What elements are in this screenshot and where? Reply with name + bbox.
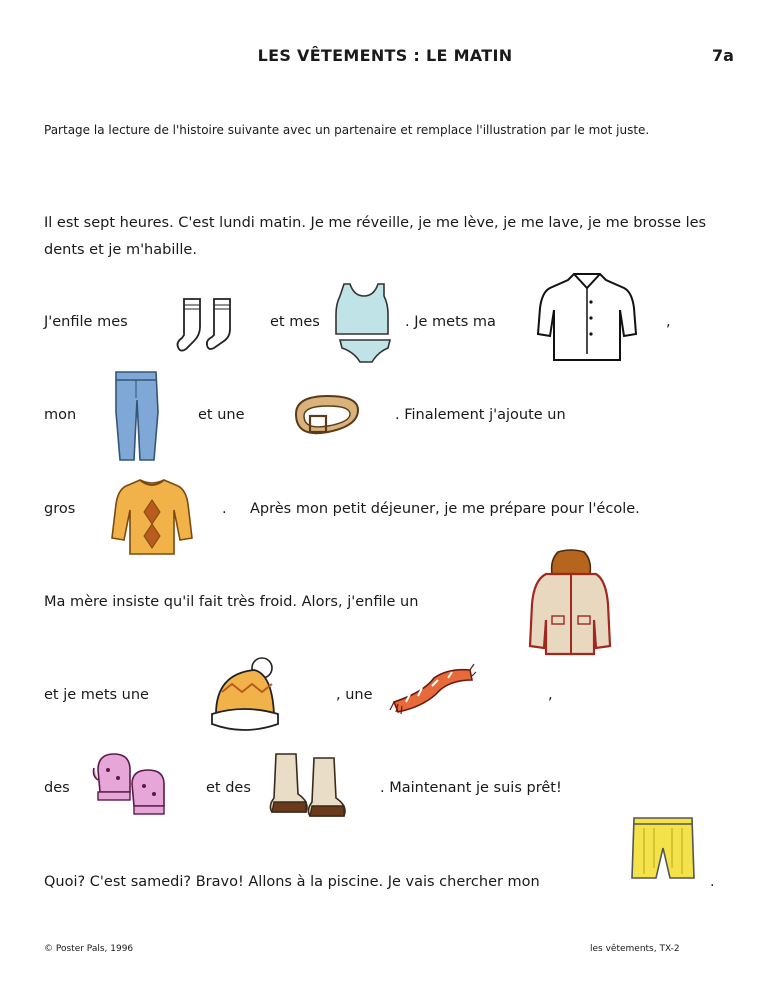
story-text: , une [336, 687, 373, 703]
story-text: Ma mère insiste qu'il fait très froid. Alors, j'enfile un [44, 594, 419, 610]
socks-icon [176, 295, 246, 353]
jeans-icon [110, 368, 162, 462]
scarf-icon [388, 662, 476, 724]
story-text: et des [206, 780, 251, 796]
story-text: . [710, 874, 715, 890]
story-text: et mes [270, 314, 320, 330]
story-text: et je mets une [44, 687, 149, 703]
footer-copyright: © Poster Pals, 1996 [44, 944, 134, 954]
sweater-icon [110, 476, 194, 560]
story-text: . [222, 501, 227, 517]
story-text: mon [44, 407, 77, 423]
belt-icon [290, 392, 362, 442]
story-text: . Maintenant je suis prêt! [380, 780, 562, 796]
page-number: 7a [712, 46, 734, 65]
toque-icon [208, 656, 280, 736]
story-text: des [44, 780, 70, 796]
instructions: Partage la lecture de l'histoire suivante avec un partenaire et remplace l'illustration par le mot juste. [44, 123, 650, 137]
footer-reference: les vêtements, TX-2 [590, 944, 680, 954]
boots-icon [266, 748, 352, 824]
swim-trunks-icon [628, 812, 698, 884]
undershirt-icon [330, 280, 396, 366]
page-title: LES VÊTEMENTS : LE MATIN [257, 46, 513, 65]
coat-icon [530, 548, 612, 660]
story-text: Quoi? C'est samedi? Bravo! Allons à la piscine. Je vais chercher mon [44, 874, 540, 890]
story-text: gros [44, 501, 76, 517]
story-text: , [666, 314, 671, 330]
shirt-icon [536, 270, 638, 358]
story-text: Après mon petit déjeuner, je me prépare pour l'école. [250, 501, 640, 517]
story-text: , [548, 687, 553, 703]
story-text: et une [198, 407, 245, 423]
story-text: J'enfile mes [44, 314, 128, 330]
story-paragraph-1: Il est sept heures. C'est lundi matin. Je me réveille, je me lève, je me lave, je me brosse les dents et je m'habille. [44, 215, 707, 258]
mittens-icon [92, 750, 174, 822]
story-text: . Je mets ma [405, 314, 496, 330]
story-text: . Finalement j'ajoute un [395, 407, 566, 423]
